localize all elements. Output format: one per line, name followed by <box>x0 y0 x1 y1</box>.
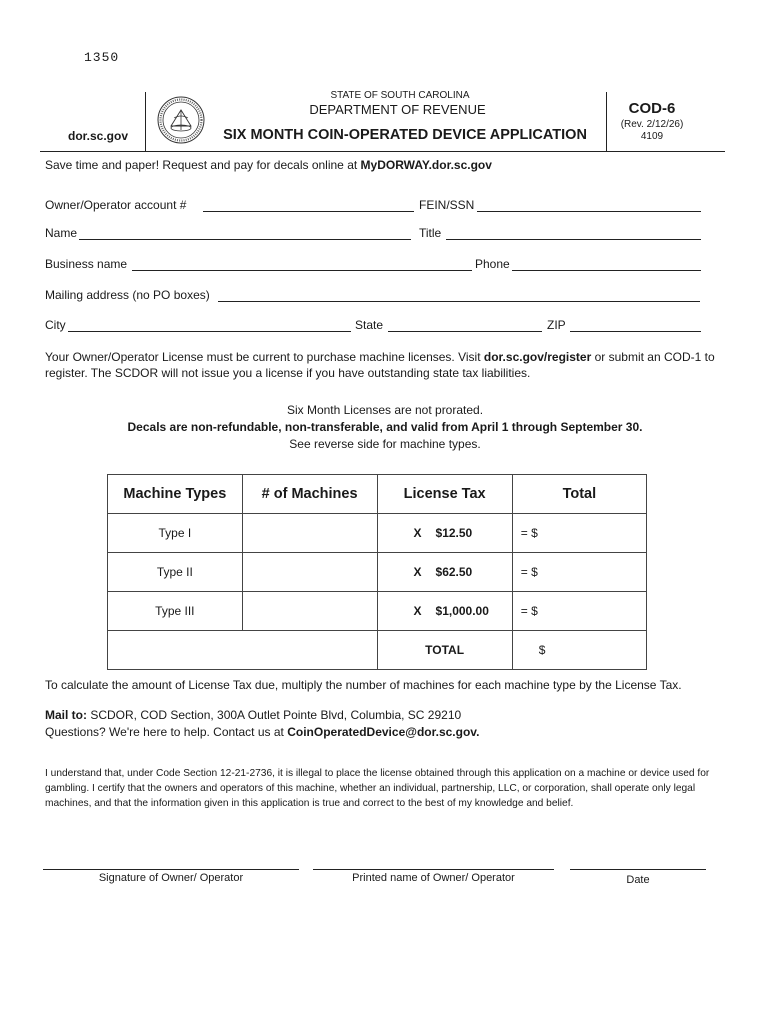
promo-message: Save time and paper! Request and pay for decals online at <box>45 158 361 172</box>
tax-amount: $1,000.00 <box>435 604 489 618</box>
table-row <box>108 592 647 631</box>
mailing-address-field[interactable] <box>218 301 700 302</box>
mail-address: SCDOR, COD Section, 300A Outlet Pointe Blvd, Columbia, SC 29210 <box>87 708 462 722</box>
zip-field[interactable] <box>570 331 701 332</box>
grand-total-input[interactable]: $ <box>512 631 646 670</box>
title-label: Title <box>419 226 442 240</box>
city-label: City <box>45 318 66 332</box>
table-header-row <box>108 475 647 514</box>
license-tax-cell <box>377 553 512 592</box>
machine-license-table <box>107 474 647 670</box>
state-seal-icon <box>157 96 205 144</box>
signature-label: Signature of Owner/ Operator <box>98 872 244 884</box>
header-divider-right <box>606 92 607 152</box>
business-name-label: Business name <box>45 257 128 271</box>
num-machines-input[interactable] <box>242 553 377 592</box>
form-number: 1350 <box>84 50 120 65</box>
city-field[interactable] <box>68 331 351 332</box>
tax-amount: $62.50 <box>435 565 473 579</box>
register-link[interactable]: dor.sc.gov/register <box>483 350 592 364</box>
questions-line <box>45 725 479 739</box>
num-machines-input[interactable] <box>242 514 377 553</box>
printed-name-label: Printed name of Owner/ Operator <box>352 872 515 884</box>
decal-notice: Decals are non-refundable, non-transferable, and valid from April 1 through September 30. <box>127 420 643 434</box>
mydorway-link[interactable]: MyDORWAY.dor.sc.gov <box>360 158 492 172</box>
machine-type-cell: Type III <box>108 592 243 631</box>
license-note-part1: Your Owner/Operator License must be current to purchase machine licenses. Visit <box>45 350 484 364</box>
multiply-sign: X <box>413 604 422 618</box>
header-divider-left <box>145 92 146 152</box>
fein-label: FEIN/SSN <box>419 198 475 212</box>
promo-text <box>45 158 492 172</box>
table-total-row <box>108 631 647 670</box>
mailing-address-label: Mailing address (no PO boxes) <box>45 288 210 302</box>
printed-name-field[interactable] <box>313 869 554 870</box>
total-input[interactable]: = $ <box>512 514 646 553</box>
revision-date: (Rev. 2/12/26) <box>620 119 684 130</box>
multiply-sign: X <box>413 526 422 540</box>
header-rule <box>40 151 725 152</box>
state-label: State <box>355 318 384 332</box>
phone-field[interactable] <box>512 270 701 271</box>
col-license-tax: License Tax <box>377 475 512 514</box>
prorate-notice: Six Month Licenses are not prorated. <box>286 403 484 417</box>
table-row <box>108 553 647 592</box>
certification-text: I understand that, under Code Section 12-21-2736, it is illegal to place the license obtained through this application on a machine or device used for gambling. I certify that the owners and operators of this machine, whether an individual, partnership, LLC, or corporation, shall operate only legal machines, and that the information given in this application is true and correct to the best of my knowledge and belief. <box>45 768 710 809</box>
license-tax-cell <box>377 592 512 631</box>
total-input[interactable]: = $ <box>512 553 646 592</box>
table-row <box>108 514 647 553</box>
mail-to-label: Mail to: <box>45 708 87 722</box>
form-code: COD-6 <box>628 100 676 117</box>
business-name-field[interactable] <box>132 270 472 271</box>
form-id: 4109 <box>640 131 664 142</box>
zip-label: ZIP <box>547 318 566 332</box>
license-note-part2: or submit an COD-1 to register. The SCDOR will not issue you a license if you have outstanding state tax liabilities. <box>45 350 715 380</box>
reverse-side-notice: See reverse side for machine types. <box>289 437 481 451</box>
title-field[interactable] <box>446 239 701 240</box>
mail-to-line <box>45 708 461 722</box>
multiply-sign: X <box>413 565 422 579</box>
contact-email-link[interactable]: CoinOperatedDevice@dor.sc.gov. <box>287 725 480 739</box>
machine-type-cell: Type II <box>108 553 243 592</box>
total-input[interactable]: = $ <box>512 592 646 631</box>
total-label: TOTAL <box>377 631 512 670</box>
signature-field[interactable] <box>43 869 299 870</box>
owner-account-field[interactable] <box>203 211 414 212</box>
tax-amount: $12.50 <box>435 526 473 540</box>
license-tax-cell <box>377 514 512 553</box>
state-field[interactable] <box>388 331 542 332</box>
date-field[interactable] <box>570 869 706 870</box>
phone-label: Phone <box>475 257 510 271</box>
questions-text: Questions? We're here to help. Contact us at <box>45 725 288 739</box>
name-label: Name <box>45 226 78 240</box>
col-num-machines: # of Machines <box>242 475 377 514</box>
state-name: STATE OF SOUTH CAROLINA <box>330 90 470 101</box>
calculation-note: To calculate the amount of License Tax due, multiply the number of machines for each machine type by the License Tax. <box>45 678 682 692</box>
col-machine-types: Machine Types <box>108 475 243 514</box>
name-field[interactable] <box>79 239 411 240</box>
fein-field[interactable] <box>477 211 701 212</box>
owner-account-label: Owner/Operator account # <box>45 198 187 212</box>
website-label: dor.sc.gov <box>68 129 129 143</box>
form-title: SIX MONTH COIN-OPERATED DEVICE APPLICATION <box>223 127 587 143</box>
license-note <box>45 349 725 381</box>
col-total: Total <box>512 475 646 514</box>
machine-type-cell: Type I <box>108 514 243 553</box>
total-blank-cell <box>108 631 378 670</box>
date-label: Date <box>626 874 650 886</box>
department-name: DEPARTMENT OF REVENUE <box>309 102 486 117</box>
num-machines-input[interactable] <box>242 592 377 631</box>
